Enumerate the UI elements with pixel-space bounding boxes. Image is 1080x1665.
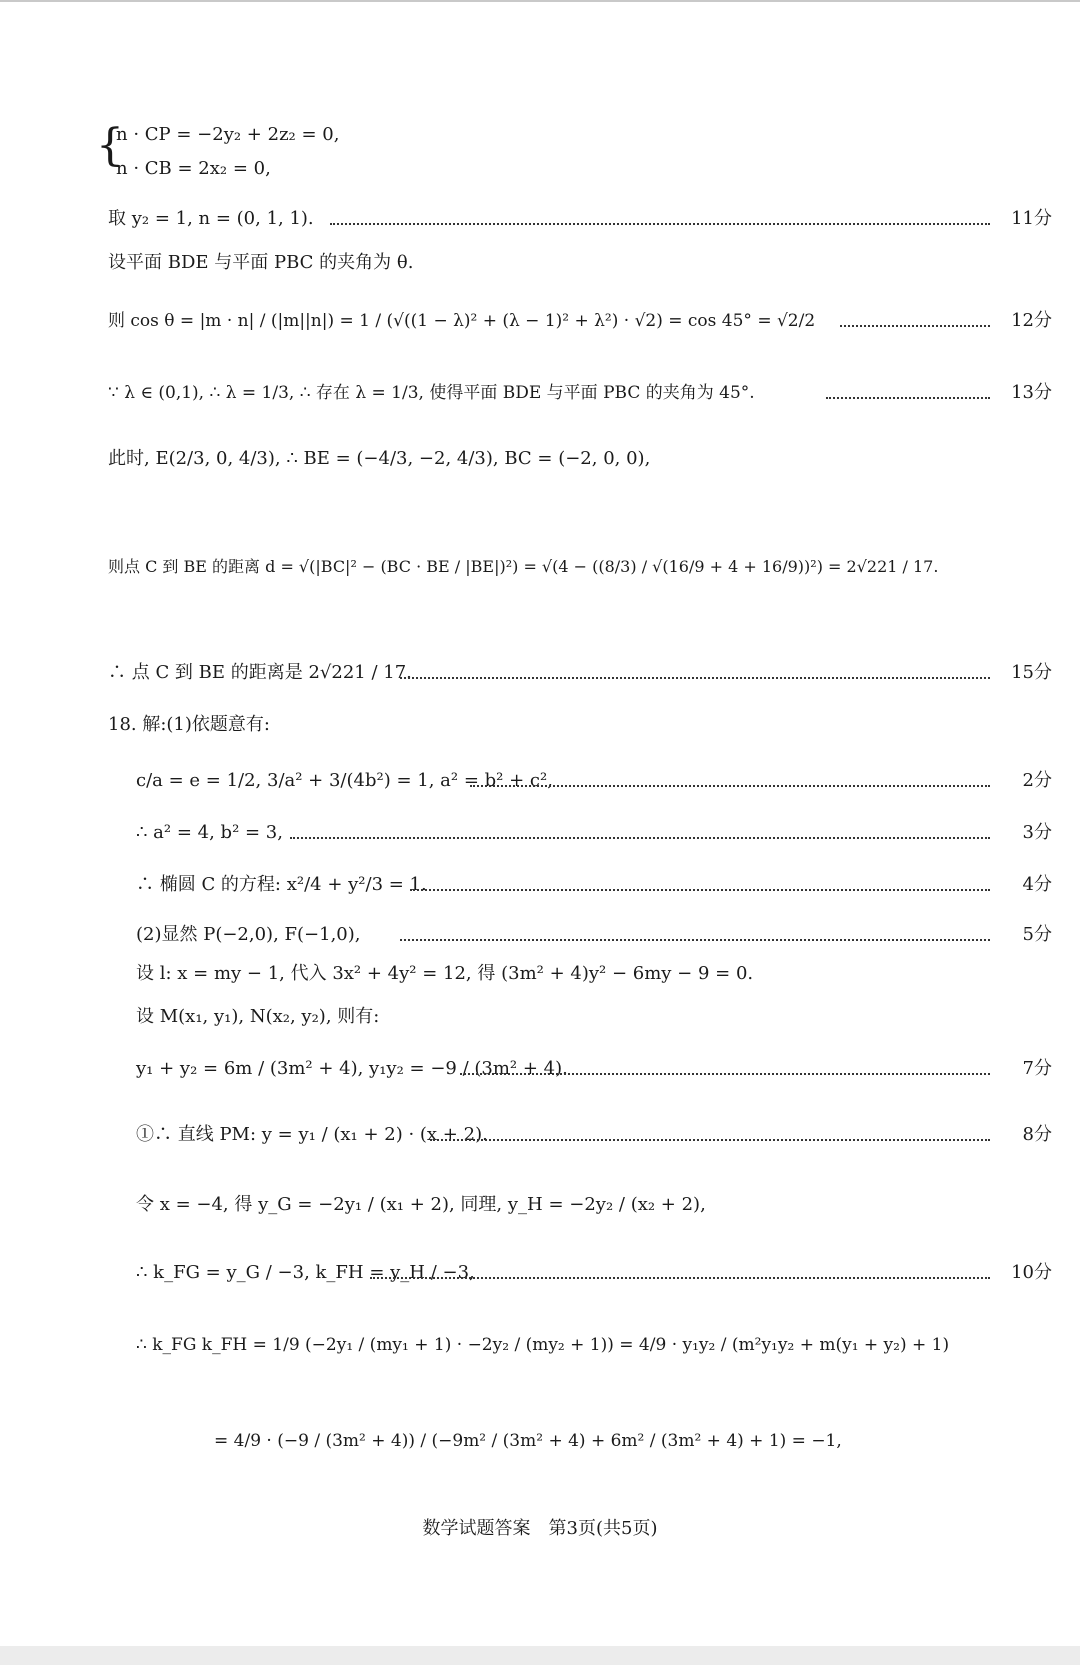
equation-line-21: ∴ k_FG k_FH = 1/9 (−2y₁ / (my₁ + 1) · −2y₂ / (my₂ + 1)) = 4/9 · y₁y₂ / (m²y₁y₂ + m(y₁ + y₂) + 1)	[136, 1335, 950, 1355]
equation-line-3: 取 y₂ = 1, n = (0, 1, 1).	[108, 208, 314, 229]
score-2: 2分	[1022, 770, 1052, 791]
score-5: 5分	[1022, 924, 1052, 945]
equation-line-15: 设 l: x = my − 1, 代入 3x² + 4y² = 12, 得 (3m² + 4)y² − 6my − 9 = 0.	[136, 963, 754, 984]
score-10: 10分	[1011, 1262, 1052, 1283]
score-leader	[290, 836, 990, 839]
score-leader	[840, 324, 990, 327]
equation-line-13: ∴ 椭圆 C 的方程: x²/4 + y²/3 = 1.	[136, 874, 427, 895]
score-leader	[400, 938, 990, 941]
score-leader	[330, 222, 990, 225]
system-brace: {	[96, 120, 124, 171]
score-leader	[470, 784, 990, 787]
score-11: 11分	[1011, 208, 1052, 229]
equation-line-7: 此时, E(2/3, 0, 4/3), ∴ BE = (−4/3, −2, 4/3), BC = (−2, 0, 0),	[108, 448, 651, 469]
page-footer: 数学试题答案 第3页(共5页)	[422, 1518, 658, 1539]
problem-18-heading: 18. 解:(1)依题意有:	[108, 714, 270, 735]
score-8: 8分	[1022, 1124, 1052, 1145]
equation-line-4: 设平面 BDE 与平面 PBC 的夹角为 θ.	[108, 252, 414, 273]
equation-line-11: c/a = e = 1/2, 3/a² + 3/(4b²) = 1, a² = b² + c²,	[136, 770, 553, 791]
equation-line-16: 设 M(x₁, y₁), N(x₂, y₂), 则有:	[136, 1006, 380, 1027]
score-leader	[370, 1276, 990, 1279]
equation-line-14: (2)显然 P(−2,0), F(−1,0),	[136, 924, 361, 945]
score-leader	[826, 396, 990, 399]
score-7: 7分	[1022, 1058, 1052, 1079]
score-15: 15分	[1011, 662, 1052, 683]
equation-line-18: ①∴ 直线 PM: y = y₁ / (x₁ + 2) · (x + 2).	[136, 1124, 488, 1145]
equation-line-8: 则点 C 到 BE 的距离 d = √(|BC|² − (BC · BE / |BE|)²) = √(4 − ((8/3) / √(16/9 + 4 + 16/9))²) = 2√221 / 17.	[108, 557, 939, 576]
equation-line-19: 令 x = −4, 得 y_G = −2y₁ / (x₁ + 2), 同理, y_H = −2y₂ / (x₂ + 2),	[136, 1194, 706, 1215]
equation-line-9: ∴ 点 C 到 BE 的距离是 2√221 / 17.	[108, 662, 412, 683]
equation-line-6: ∵ λ ∈ (0,1), ∴ λ = 1/3, ∴ 存在 λ = 1/3, 使得平面 BDE 与平面 PBC 的夹角为 45°.	[108, 383, 755, 403]
score-12: 12分	[1011, 310, 1052, 331]
score-3: 3分	[1022, 822, 1052, 843]
equation-line-2: n · CB = 2x₂ = 0,	[116, 158, 271, 179]
equation-line-20: ∴ k_FG = y_G / −3, k_FH = y_H / −3,	[136, 1262, 475, 1283]
score-leader	[460, 1072, 990, 1075]
score-leader	[400, 676, 990, 679]
bottom-border	[0, 1646, 1080, 1665]
score-4: 4分	[1022, 874, 1052, 895]
equation-line-12: ∴ a² = 4, b² = 3,	[136, 822, 283, 843]
score-13: 13分	[1011, 382, 1052, 403]
equation-line-5: 则 cos θ = |m · n| / (|m||n|) = 1 / (√((1 − λ)² + (λ − 1)² + λ²) · √2) = cos 45° = √2/2	[108, 311, 816, 331]
score-leader	[410, 888, 990, 891]
equation-line-1: n · CP = −2y₂ + 2z₂ = 0,	[116, 124, 340, 145]
score-leader	[430, 1138, 990, 1141]
equation-line-17: y₁ + y₂ = 6m / (3m² + 4), y₁y₂ = −9 / (3m² + 4).	[136, 1058, 568, 1079]
equation-line-22: = 4/9 · (−9 / (3m² + 4)) / (−9m² / (3m² + 4) + 6m² / (3m² + 4) + 1) = −1,	[214, 1431, 842, 1451]
